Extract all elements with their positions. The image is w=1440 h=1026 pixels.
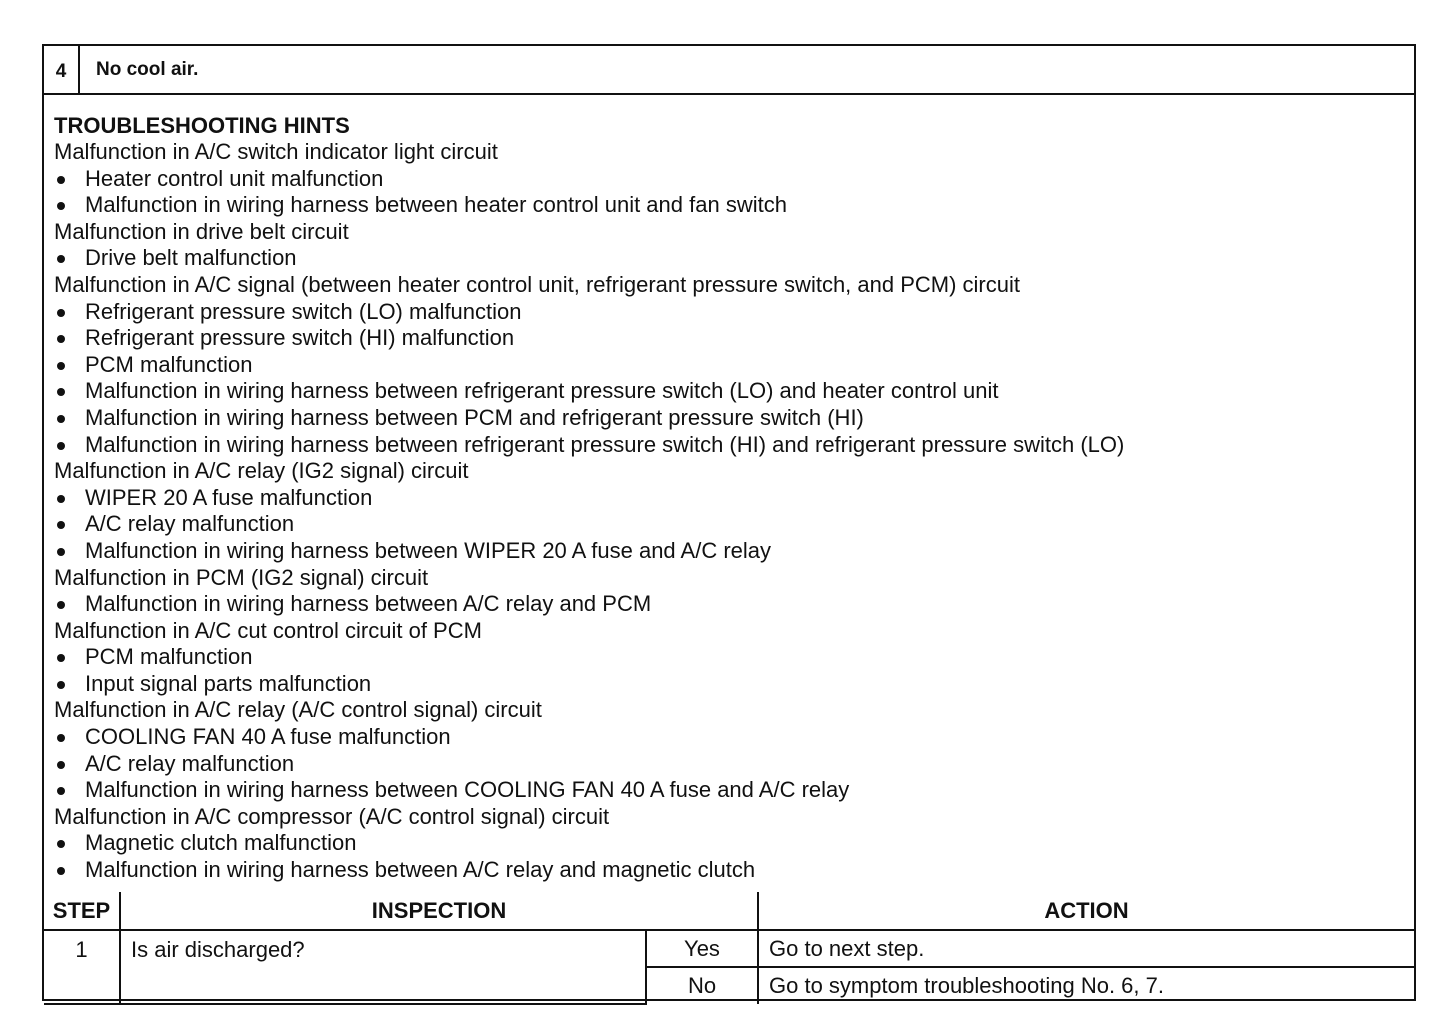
symptom-number: 4 <box>44 46 80 93</box>
hint-bullet-item <box>54 777 1394 804</box>
inspection-table <box>44 892 1414 1005</box>
hint-bullet-item <box>54 245 1394 272</box>
symptom-title: No cool air. <box>96 59 199 80</box>
bullet-icon <box>57 362 65 370</box>
hint-category <box>54 565 1394 592</box>
yes-label: Yes <box>646 930 758 967</box>
hint-text: A/C relay malfunction <box>85 511 295 537</box>
table-row <box>44 930 1414 967</box>
hint-bullet-item <box>54 192 1394 219</box>
hint-text: Malfunction in wiring harness between WIPER 20 A fuse and A/C relay <box>85 537 772 563</box>
bullet-icon <box>57 495 65 503</box>
hint-text: A/C relay malfunction <box>85 750 295 776</box>
bullet-icon <box>57 202 65 210</box>
hint-text: PCM malfunction <box>85 644 253 670</box>
hint-bullet-item <box>54 352 1394 379</box>
hint-text: Malfunction in wiring harness between COOLING FAN 40 A fuse and A/C relay <box>85 777 850 803</box>
bullet-icon <box>57 388 65 396</box>
hint-bullet-item <box>54 432 1394 459</box>
hint-category <box>54 618 1394 645</box>
hint-text: Malfunction in wiring harness between refrigerant pressure switch (LO) and heater control unit <box>85 378 999 404</box>
hint-text: Malfunction in drive belt circuit <box>54 218 349 244</box>
hint-text: Malfunction in A/C relay (IG2 signal) circuit <box>54 458 469 484</box>
bullet-icon <box>57 601 65 609</box>
hint-text: Drive belt malfunction <box>85 245 297 271</box>
bullet-icon <box>57 176 65 184</box>
hint-category <box>54 804 1394 831</box>
hint-text: WIPER 20 A fuse malfunction <box>85 484 373 510</box>
hint-bullet-item <box>54 378 1394 405</box>
bullet-icon <box>57 521 65 529</box>
no-label: No <box>646 967 758 1004</box>
bullet-icon <box>57 840 65 848</box>
bullet-icon <box>57 255 65 263</box>
bullet-icon <box>57 787 65 795</box>
action-header: ACTION <box>758 892 1414 930</box>
bullet-icon <box>57 309 65 317</box>
bullet-icon <box>57 761 65 769</box>
hint-text: Malfunction in A/C signal (between heater control unit, refrigerant pressure switch, and PCM) circuit <box>54 271 1020 297</box>
hint-text: Malfunction in A/C relay (A/C control signal) circuit <box>54 697 542 723</box>
bullet-icon <box>57 415 65 423</box>
bullet-icon <box>57 654 65 662</box>
hint-bullet-item <box>54 511 1394 538</box>
hint-bullet-item <box>54 671 1394 698</box>
hint-category <box>54 219 1394 246</box>
hint-text: PCM malfunction <box>85 351 253 377</box>
hint-text: Malfunction in wiring harness between PCM and refrigerant pressure switch (HI) <box>85 404 864 430</box>
hint-bullet-item <box>54 405 1394 432</box>
hint-bullet-item <box>54 166 1394 193</box>
bullet-icon <box>57 442 65 450</box>
symptom-header <box>44 46 1414 95</box>
hint-text: Malfunction in A/C cut control circuit of PCM <box>54 617 482 643</box>
hint-text: Magnetic clutch malfunction <box>85 830 357 856</box>
hint-bullet-item <box>54 830 1394 857</box>
step-number: 1 <box>44 930 120 1004</box>
hint-category <box>54 139 1394 166</box>
hint-text: Malfunction in A/C compressor (A/C control signal) circuit <box>54 803 610 829</box>
bullet-icon <box>57 335 65 343</box>
hint-bullet-item <box>54 485 1394 512</box>
hint-category <box>54 697 1394 724</box>
hint-text: Malfunction in wiring harness between A/C relay and magnetic clutch <box>85 857 756 883</box>
hint-text: Malfunction in A/C switch indicator light circuit <box>54 139 498 164</box>
table-header-row <box>44 892 1414 930</box>
hint-text: Malfunction in wiring harness between refrigerant pressure switch (HI) and refrigerant pressure switch (LO) <box>85 431 1125 457</box>
hints-title: TROUBLESHOOTING HINTS <box>54 113 350 138</box>
troubleshooting-page <box>42 44 1416 1001</box>
hint-text: Refrigerant pressure switch (LO) malfunction <box>85 298 522 324</box>
hint-category <box>54 458 1394 485</box>
hint-bullet-item <box>54 538 1394 565</box>
troubleshooting-hints <box>54 112 1394 884</box>
hint-text: Malfunction in PCM (IG2 signal) circuit <box>54 564 429 590</box>
hint-text: Heater control unit malfunction <box>85 165 384 191</box>
bullet-icon <box>57 681 65 689</box>
hint-text: COOLING FAN 40 A fuse malfunction <box>85 724 451 750</box>
hint-text: Refrigerant pressure switch (HI) malfunction <box>85 325 515 351</box>
bullet-icon <box>57 734 65 742</box>
hint-bullet-item <box>54 325 1394 352</box>
hint-bullet-item <box>54 591 1394 618</box>
bullet-icon <box>57 867 65 875</box>
hint-category <box>54 272 1394 299</box>
bullet-icon <box>57 548 65 556</box>
hint-bullet-item <box>54 751 1394 778</box>
inspection-question: Is air discharged? <box>120 930 646 1004</box>
hint-lines <box>54 139 1394 884</box>
hint-text: Malfunction in wiring harness between A/C relay and PCM <box>85 591 652 617</box>
hint-bullet-item <box>54 724 1394 751</box>
no-action: Go to symptom troubleshooting No. 6, 7. <box>758 967 1414 1004</box>
hint-text: Malfunction in wiring harness between heater control unit and fan switch <box>85 192 787 218</box>
hint-text: Input signal parts malfunction <box>85 670 372 696</box>
hint-bullet-item <box>54 857 1394 884</box>
step-header: STEP <box>44 892 120 930</box>
inspection-header: INSPECTION <box>120 892 758 930</box>
yes-action: Go to next step. <box>758 930 1414 967</box>
hint-bullet-item <box>54 644 1394 671</box>
hint-bullet-item <box>54 299 1394 326</box>
